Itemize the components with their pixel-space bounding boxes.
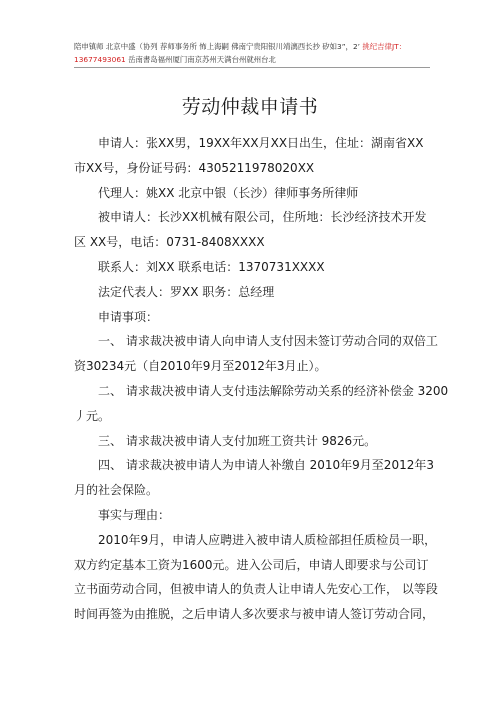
claim-1-line-1: 一、 请求裁决被申请人向申请人支付因未签订劳动合同的双倍工 xyxy=(98,334,438,349)
header-phone: 13677493061 xyxy=(74,55,126,64)
claims-heading: 申请事项： xyxy=(98,309,159,324)
claim-3-line: 三、 请求裁决被申请人支付加班工资共计 9826元。 xyxy=(98,433,377,448)
header-firm-text: 陪申镇师 北京中盛（协列 荐师事务所 怖上海嗣 佛南宁贵阳银川靖漓西长抄 矽如3”，2’ xyxy=(74,42,361,51)
document-title: 劳动仲裁申请书 xyxy=(181,96,319,118)
respondent-line: 被申请人：长沙XX机械有限公司，住所地：长沙经济技术开发 xyxy=(98,210,427,225)
facts-heading: 事实与理由： xyxy=(98,507,171,522)
facts-line-3: 立书面劳动合同，但被申请人的负责人让申请人先安心工作， 以等段 xyxy=(74,582,438,597)
document-body xyxy=(74,131,449,627)
claim-1-line-2: 资30234元（自2010年9月至2012年3月止）。 xyxy=(74,359,327,374)
respondent-address-line: 区 XX号，电话：0731-8408XXXX xyxy=(74,235,265,250)
agent-line: 代理人：姚XX 北京中银（长沙）律师事务所律师 xyxy=(98,185,359,200)
legal-rep-line: 法定代表人：罗XX 职务：总经理 xyxy=(98,284,275,299)
contact-line: 联系人：刘XX 联系电话：1370731XXXX xyxy=(98,259,325,274)
claim-2-line-2: 丿元。 xyxy=(74,408,111,423)
header-contact-label: 挑纪吉律JT： xyxy=(362,42,407,51)
applicant-id-line: 市XX号，身份证号码：4305211978020XX xyxy=(74,160,315,175)
header-phone-line xyxy=(74,53,430,66)
facts-line-2: 双方约定基本工资为1600元。进入公司后，申请人即要求与公司订 xyxy=(74,557,429,572)
header-divider xyxy=(74,67,430,68)
facts-line-1: 2010年9月，申请人应聘进入被申请人质检部担任质检员一职， xyxy=(98,532,437,547)
claim-4-line-1: 四、 请求裁决被申请人为申请人补缴自 2010年9月至2012年3 xyxy=(98,458,434,473)
applicant-line: 申请人：张XX男，19XX年XX月XX日出生，住址：湖南省XX xyxy=(98,136,424,150)
page-header xyxy=(74,40,430,68)
header-cities: 岳南書岛福州厦门南京苏州天满台州就州台北 xyxy=(128,55,276,64)
claim-2-line-1: 二、 请求裁决被申请人支付违法解除劳动关系的经济补偿金 3200 xyxy=(98,383,449,398)
header-firm-line xyxy=(74,40,430,53)
claim-4-line-2: 月的社会保险。 xyxy=(74,483,159,498)
facts-line-4: 时间再签为由推脱，之后申请人多次要求与被申请人签订劳动合同， xyxy=(74,607,435,622)
